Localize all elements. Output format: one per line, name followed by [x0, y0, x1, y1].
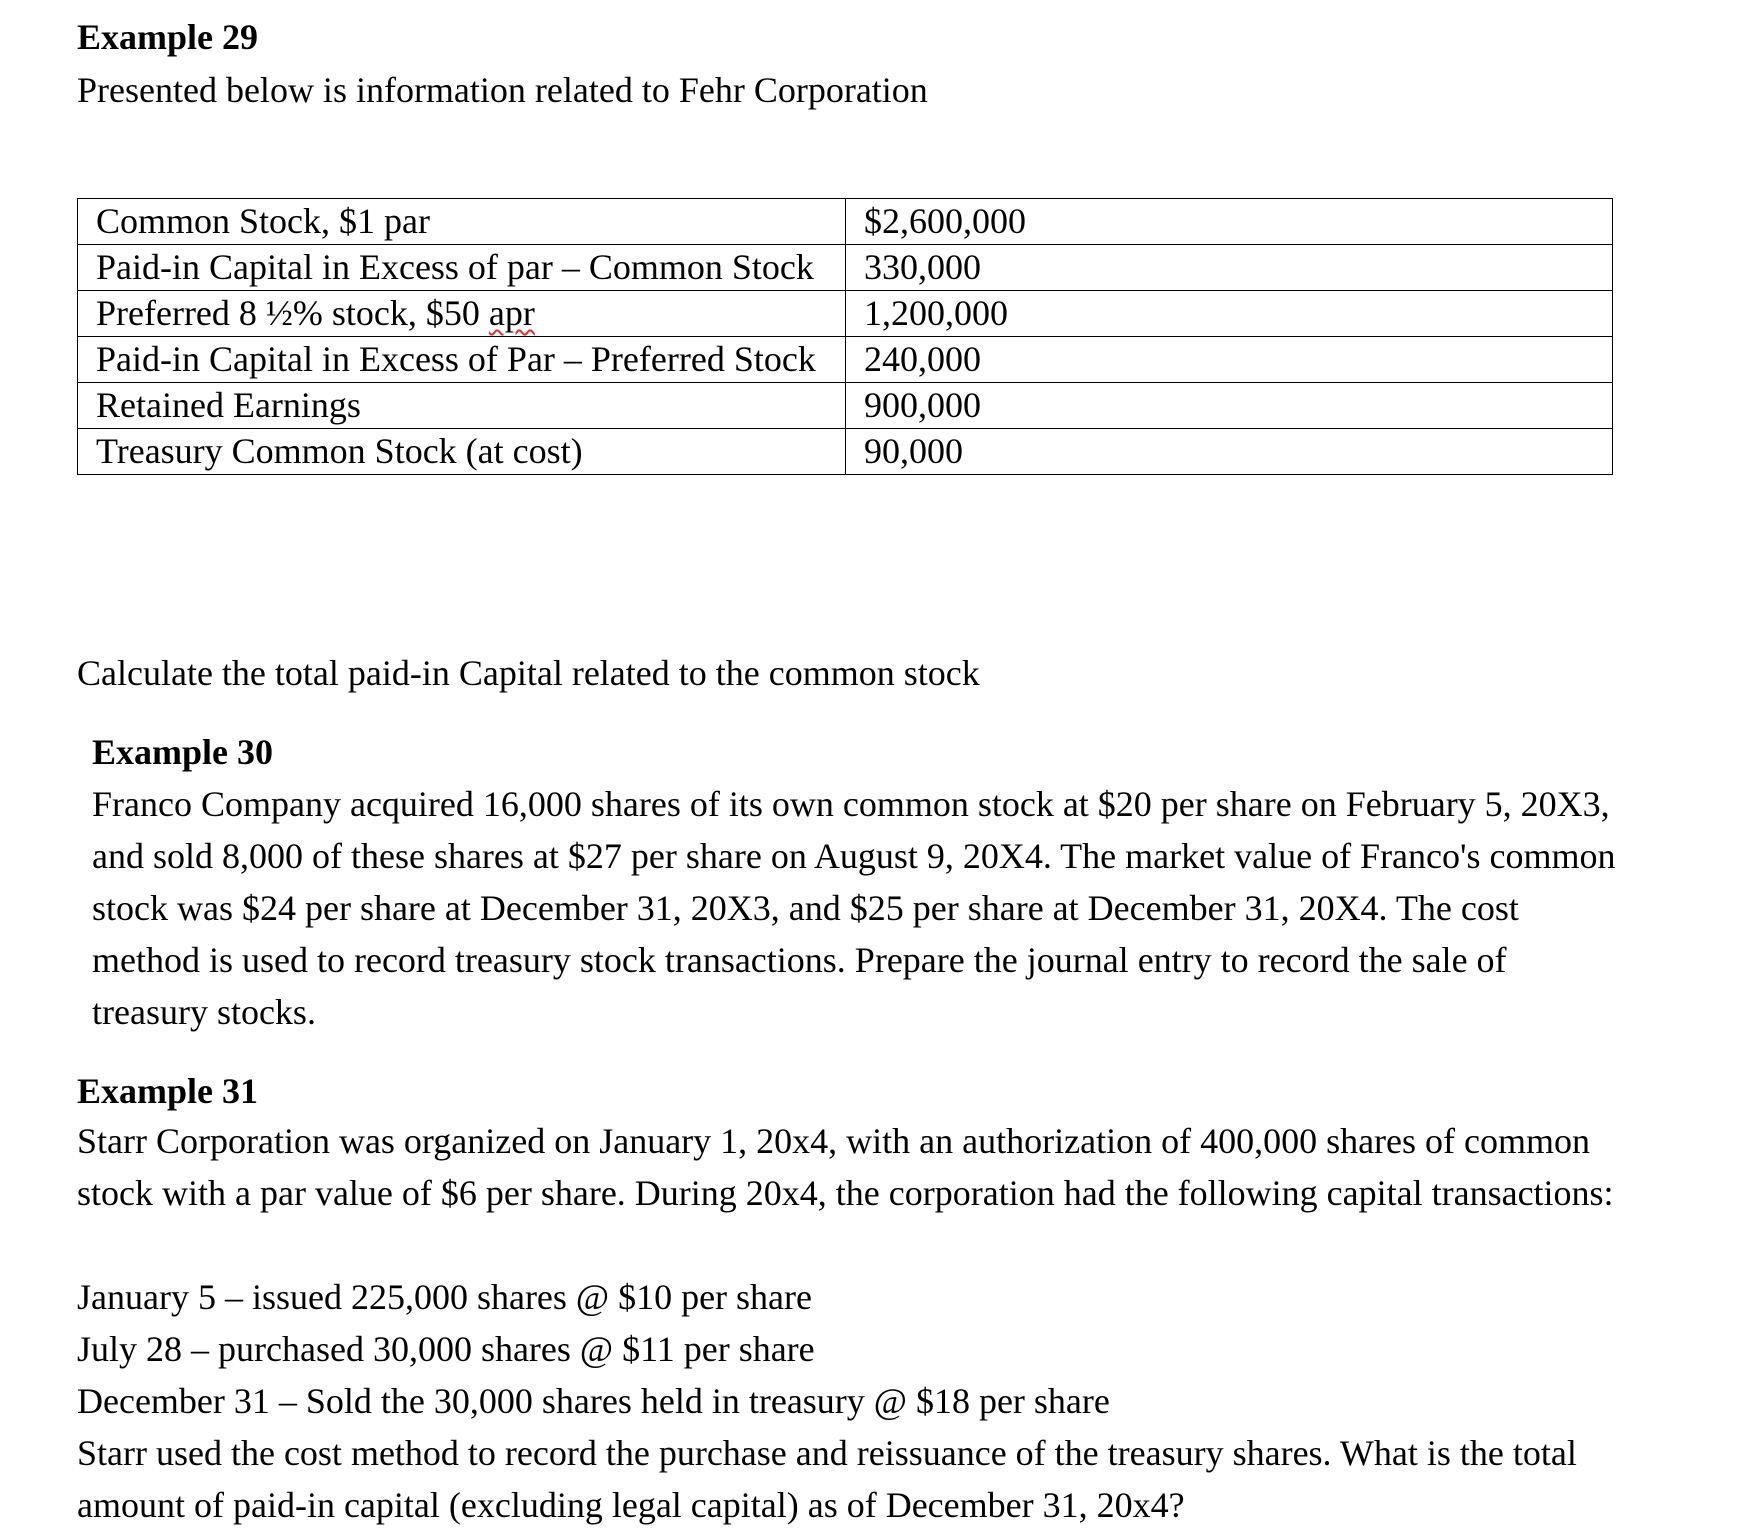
example-30-heading: Example 30 [92, 732, 274, 772]
example-31-question: Starr used the cost method to record the purchase and reissuance of the treasury shares. What is the total amount of paid-in capital (excluding legal capital) as of December 31, 20x4? [77, 1433, 1577, 1525]
table-row [78, 383, 1613, 429]
table-row [78, 199, 1613, 245]
row-label: Retained Earnings [78, 383, 846, 429]
equity-table [77, 198, 1613, 475]
example-29-intro: Presented below is information related to Fehr Corporation [77, 70, 928, 110]
row-value: 1,200,000 [846, 291, 1613, 337]
row-value: 900,000 [846, 383, 1613, 429]
example-29-heading: Example 29 [77, 17, 259, 57]
table-row [78, 429, 1613, 475]
row-value: $2,600,000 [846, 199, 1613, 245]
transaction-item: July 28 – purchased 30,000 shares @ $11 per share [77, 1329, 815, 1369]
row-label-text: Preferred 8 ½% stock, $50 [96, 293, 489, 333]
spellcheck-flagged-word: apr [488, 293, 535, 333]
example-29-question: Calculate the total paid-in Capital related to the common stock [77, 653, 980, 693]
row-value: 90,000 [846, 429, 1613, 475]
example-30-body: Franco Company acquired 16,000 shares of its own common stock at $20 per share on February 5, 20X3, and sold 8,000 of these shares at $27 per share on August 9, 20X4. The market value of Franco's common stock was $24 per share at December 31, 20X3, and $25 per share at December 31, 20X4. The cost method is used to record treasury stock transactions. Prepare the journal entry to record the sale of treasury stocks. [92, 784, 1616, 1032]
row-label: Paid-in Capital in Excess of Par – Preferred Stock [78, 337, 846, 383]
example-31-heading: Example 31 [77, 1071, 259, 1111]
transaction-item: January 5 – issued 225,000 shares @ $10 per share [77, 1277, 812, 1317]
row-value: 240,000 [846, 337, 1613, 383]
table-row [78, 337, 1613, 383]
row-value: 330,000 [846, 245, 1613, 291]
row-label: Common Stock, $1 par [78, 199, 846, 245]
row-label: Treasury Common Stock (at cost) [78, 429, 846, 475]
table-row [78, 291, 1613, 337]
example-31-body: Starr Corporation was organized on January 1, 20x4, with an authorization of 400,000 shares of common stock with a par value of $6 per share. During 20x4, the corporation had the following capital transactions: [77, 1121, 1614, 1213]
transaction-item: December 31 – Sold the 30,000 shares held in treasury @ $18 per share [77, 1381, 1110, 1421]
table-row [78, 245, 1613, 291]
row-label [78, 291, 846, 337]
row-label: Paid-in Capital in Excess of par – Common Stock [78, 245, 846, 291]
